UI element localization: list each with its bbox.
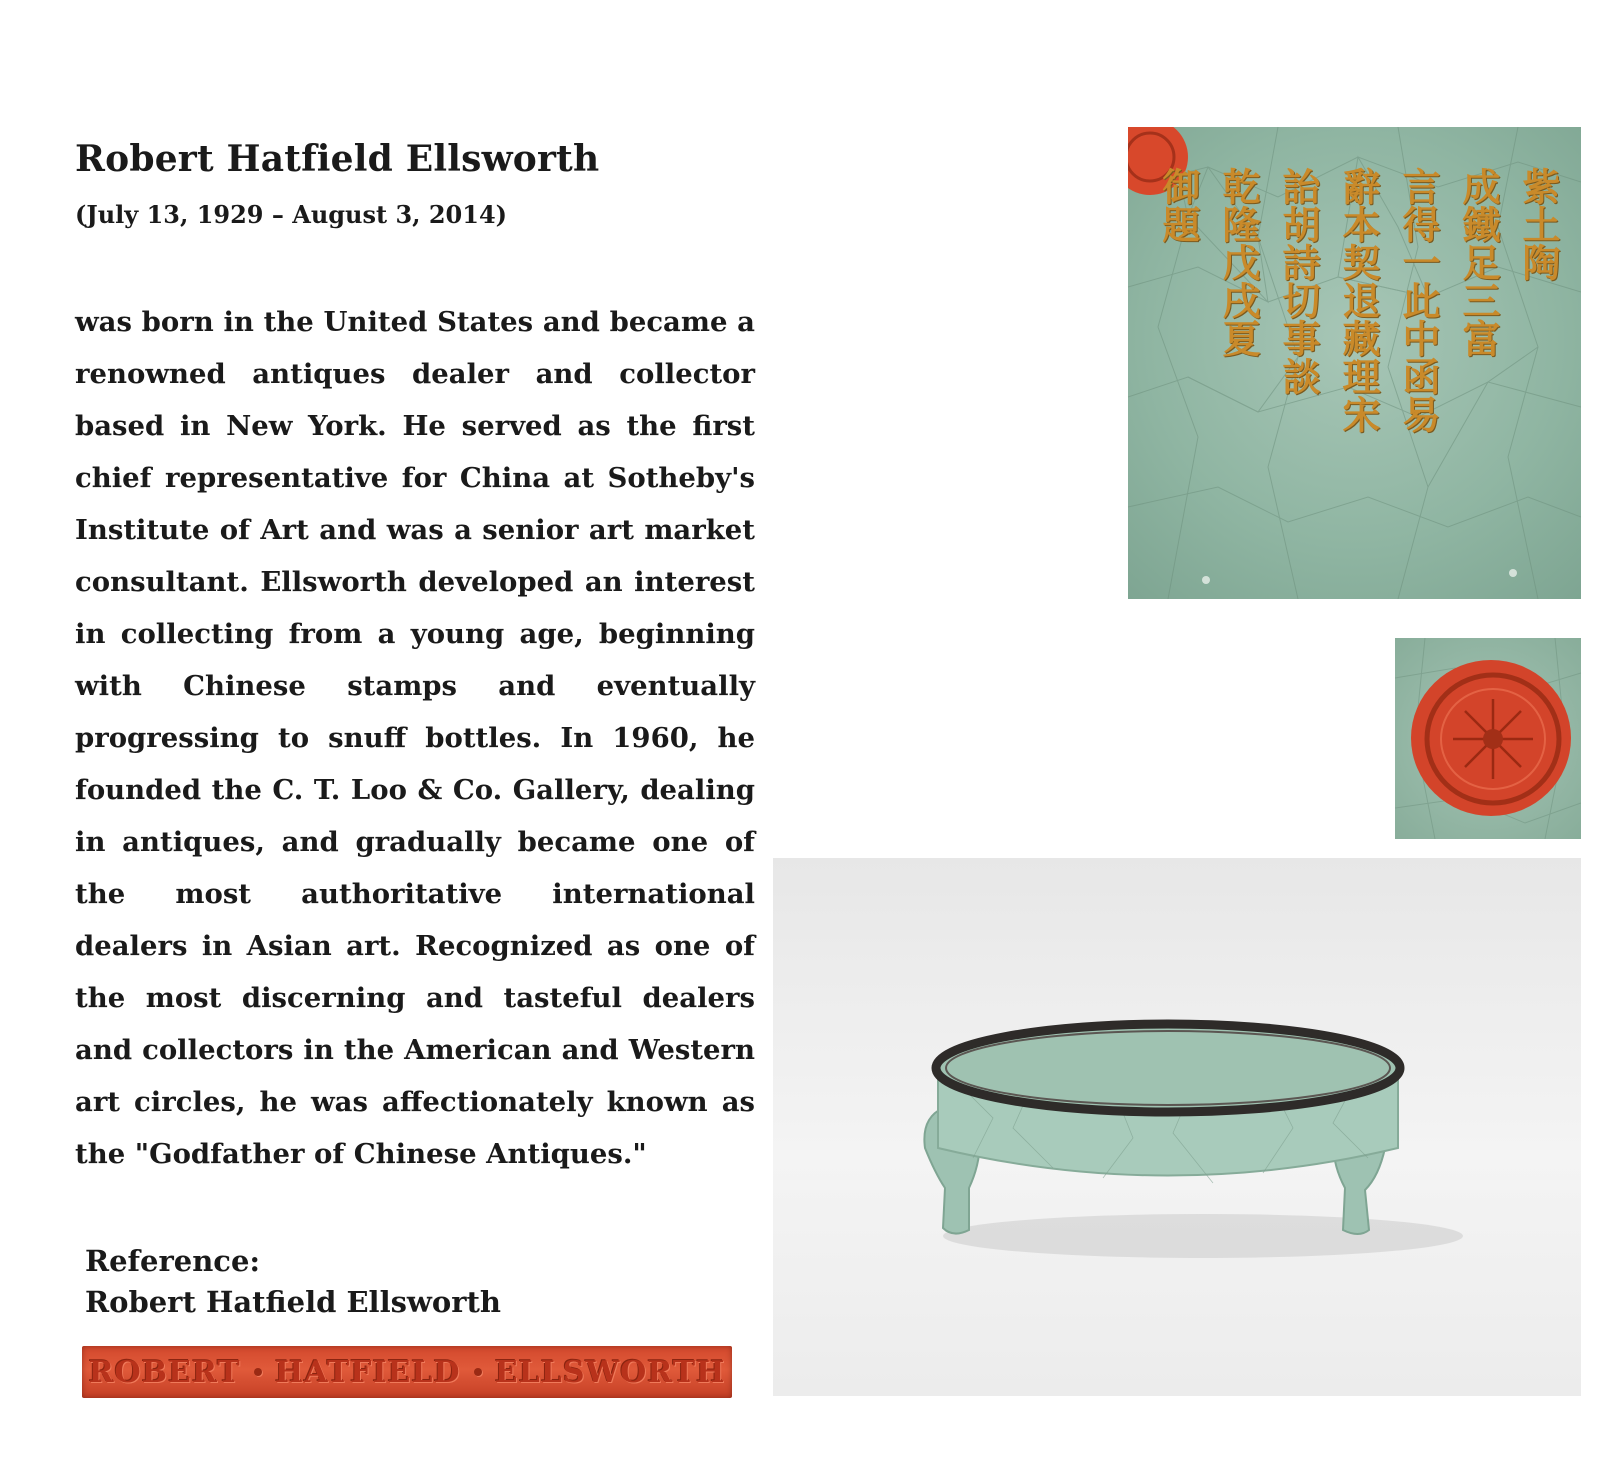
stamp-separator-icon [254, 1368, 262, 1376]
tripod-censer-photo [773, 858, 1581, 1396]
person-name-title: Robert Hatfield Ellsworth [75, 138, 600, 180]
inscription-column: 御題 [1156, 167, 1201, 243]
inscription-column: 成鐵足三富 [1456, 167, 1501, 357]
inscription-column: 辭本契退藏理宋 [1336, 167, 1381, 433]
stamp-word-ellsworth: ELLSWORTH [494, 1354, 726, 1390]
inscription-column: 言得一此中函易 [1396, 167, 1441, 433]
stamp-separator-icon [474, 1368, 482, 1376]
biography-paragraph: was born in the United States and became a renowned antiques dealer and collector based in New York. He served as the first chief representative for China at Sotheby's Institute of Art and was a senior art market consultant. Ellsworth developed an interest in collecting from a young age, beginning with Chinese stamps and eventually progressing to snuff bottles. In 1960, he founded the C. T. Loo & Co. Gallery, dealing in antiques, and gradually became one of the most authoritative international dealers in Asian art. Recognized as one of the most discerning and tasteful dealers and collectors in the American and Western art circles, he was affectionately known as the "Godfather of Chinese Antiques." [75, 306, 755, 1170]
reference-label: Reference: [85, 1244, 261, 1278]
inscription-closeup-image [1128, 127, 1581, 599]
stamp-word-hatfield: HATFIELD [274, 1354, 461, 1390]
tripod-censer-illustration [773, 858, 1581, 1396]
inscription-text [1155, 167, 1561, 433]
stamp-word-robert: ROBERT [88, 1354, 241, 1390]
inscription-column: 詒胡詩切事談 [1276, 167, 1321, 395]
inscription-column: 紫土陶 [1516, 167, 1561, 281]
inscription-column: 乾隆戊戌夏 [1216, 167, 1261, 357]
life-dates: (July 13, 1929 – August 3, 2014) [75, 200, 508, 229]
wax-seal-closeup-image [1395, 638, 1581, 839]
collector-stamp-strip [82, 1346, 732, 1398]
reference-name: Robert Hatfield Ellsworth [85, 1285, 501, 1319]
wax-seal-icon [1395, 638, 1581, 839]
